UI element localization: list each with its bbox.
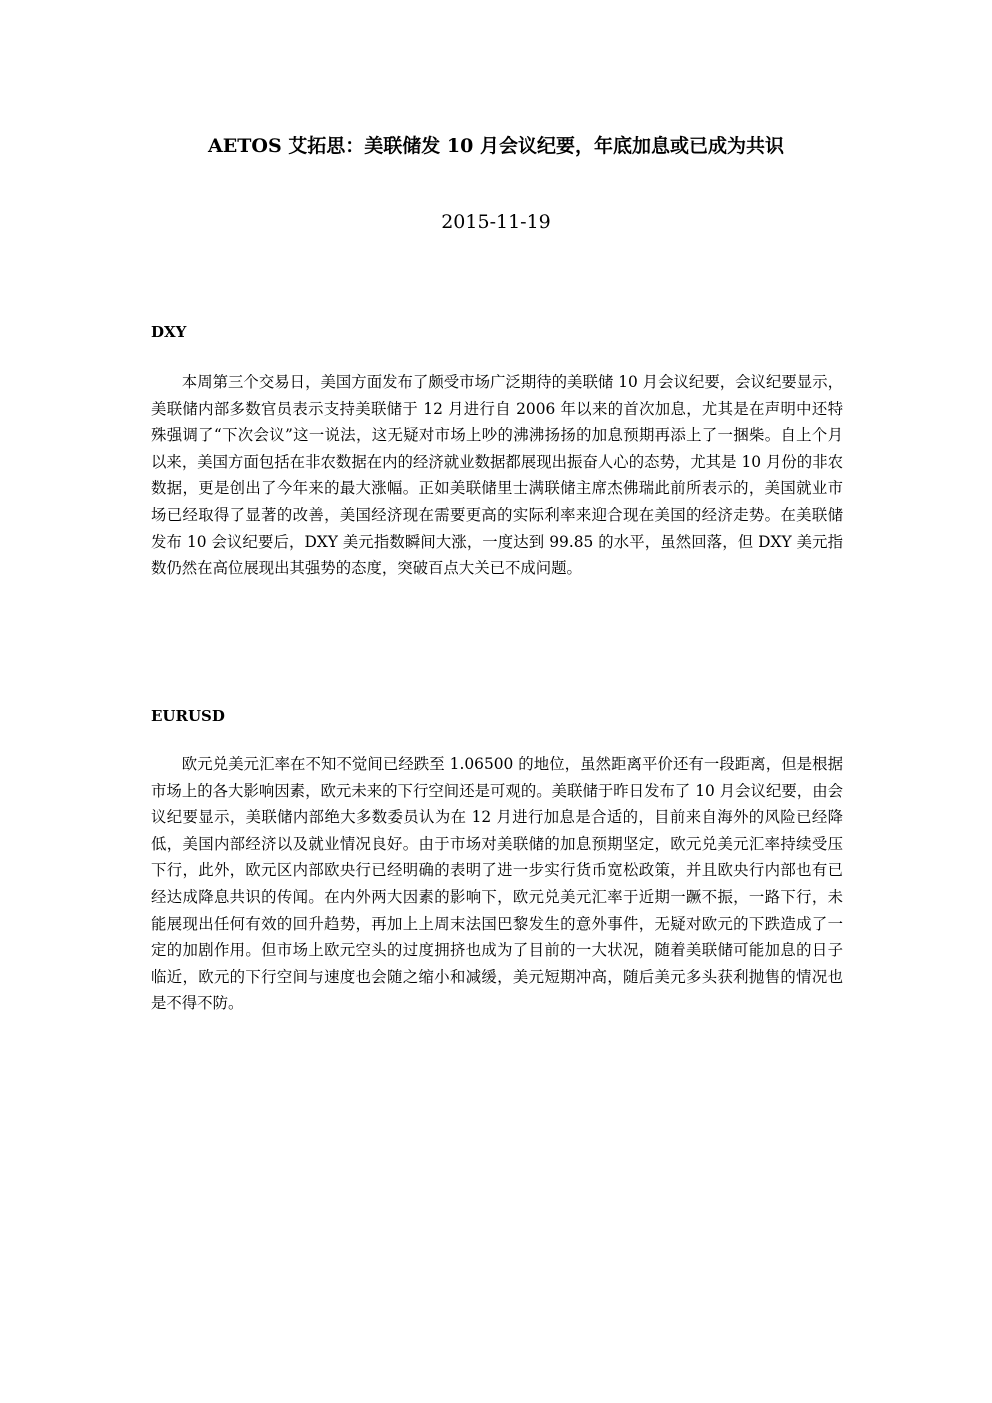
section-body-eurusd: 欧元兑美元汇率在不知不觉间已经跌至 1.06500 的地位，虽然距离平价还有一段距离，但是根据市场上的各大影响因素，欧元未来的下行空间还是可观的。美联储于昨日发布了 10 月会议纪要，由会议纪要显示，美联储内部绝大多数委员认为在 12 月进行加息是合适的，目前来自海外的风险已经降低，美国内部经济以及就业情况良好。由于市场对美联储的加息预期坚定，欧元兑美元汇率持续受压下行，此外，欧元区内部欧央行已经明确的表明了进一步实行货币宽松政策，并且欧央行内部也有已经达成降息共识的传闻。在内外两大因素的影响下，欧元兑美元汇率于近期一蹶不振，一路下行，未能展现出任何有效的回升趋势，再加上上周末法国巴黎发生的意外事件，无疑对欧元的下跌造成了一定的加剧作用。但市场上欧元空头的过度拥挤也成为了目前的一大状况，随着美联储可能加息的日子临近，欧元的下行空间与速度也会随之缩小和减缓，美元短期冲高，随后美元多头获利抛售的情况也是不得不防。 bbox=[151, 755, 843, 1013]
document-date: 2015-11-19 bbox=[441, 211, 551, 233]
section-body-dxy: 本周第三个交易日，美国方面发布了颇受市场广泛期待的美联储 10 月会议纪要，会议纪要显示，美联储内部多数官员表示支持美联储于 12 月进行自 2006 年以来的首次加息，尤其是在声明中还特殊强调了“下次会议”这一说法，这无疑对市场上吵的沸沸扬扬的加息预期再添上了一捆柴。自上个月以来，美国方面包括在非农数据在内的经济就业数据都展现出振奋人心的态势，尤其是 10 月份的非农数据，更是创出了今年来的最大涨幅。正如美联储里士满联储主席杰佛瑞此前所表示的，美国就业市场已经取得了显著的改善，美国经济现在需要更高的实际利率来迎合现在美国的经济走势。在美联储发布 10 会议纪要后，DXY 美元指数瞬间大涨，一度达到 99.85 的水平，虽然回落，但 DXY 美元指数仍然在高位展现出其强势的态度，突破百点大关已不成问题。 bbox=[151, 373, 843, 578]
section-heading-eurusd: EURUSD bbox=[151, 707, 225, 725]
document-title: AETOS 艾拓思：美联储发 10 月会议纪要，年底加息或已成为共识 bbox=[208, 135, 784, 157]
section-heading-dxy: DXY bbox=[151, 323, 187, 341]
